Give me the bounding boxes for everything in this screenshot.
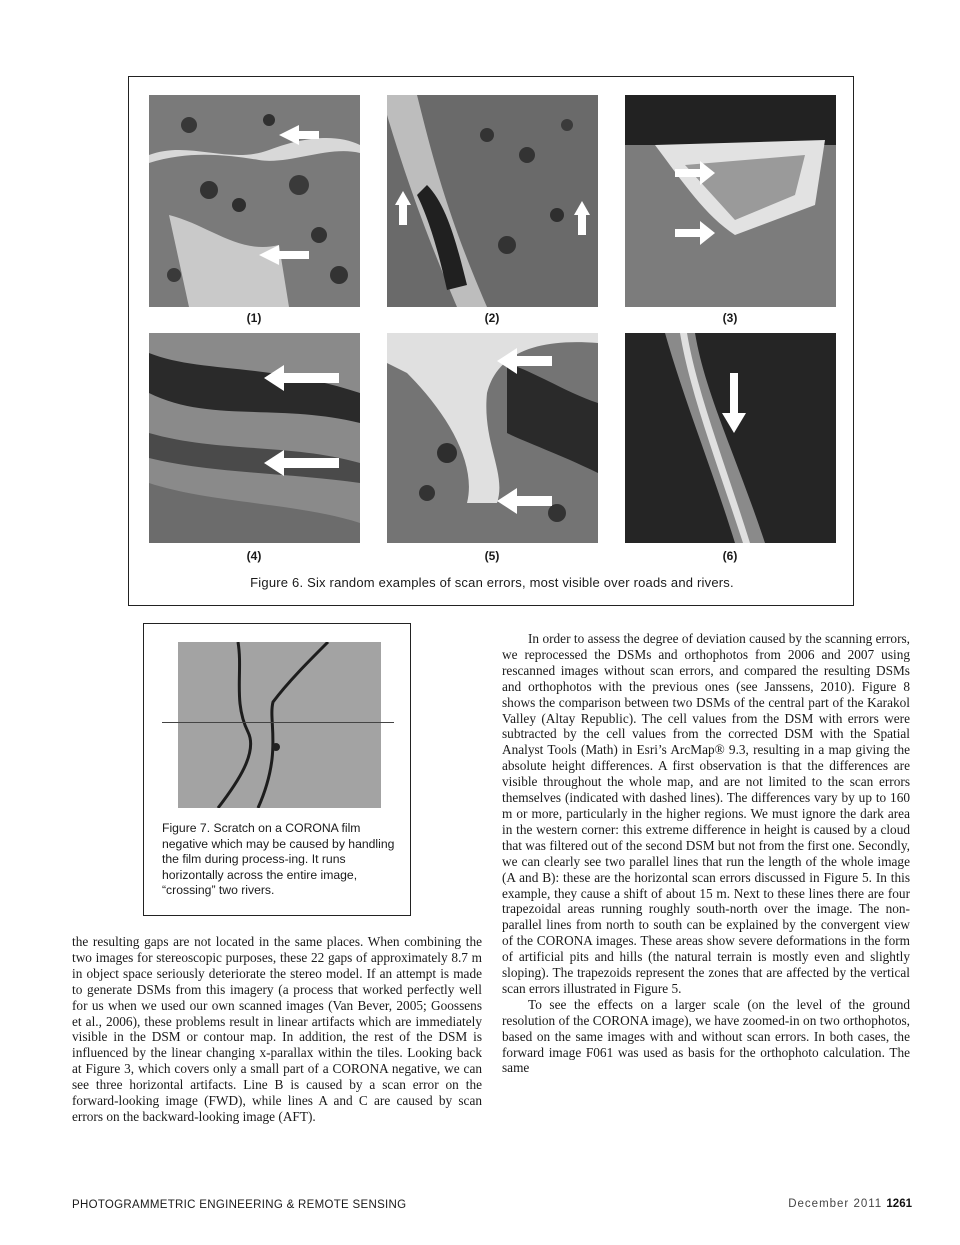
scan-error-photo-3 <box>625 95 836 307</box>
scan-error-photo-2 <box>387 95 598 307</box>
page-number: 1261 <box>886 1198 912 1210</box>
figure-7-caption: Figure 7. Scratch on a CORONA film negative which may be caused by handling the film during process-ing. It runs horizontally across the entire image, “crossing” two rivers. <box>162 821 395 897</box>
page-footer-right <box>788 1198 912 1210</box>
right-paragraph-1: In order to assess the degree of deviation caused by the scanning errors, we reprocessed the DSMs and orthophotos from 2006 and 2007 using rescanned images without scan errors, and compared the resulting DSMs and orthophotos with the previous ones (see Janssens, 2010). Figure 8 shows the comparison between two DSMs of the central part of the Karakol Valley (Altay Republic). The cell values from the DSM with errors were subtracted by the cell values from the corrected DSM with the Spatial Analyst Tools (Math) in Esri’s ArcMap® 9.3, resulting in a map giving the absolute height differences. A first observation is that the differences are visible throughout the whole map, and are not limited to the scan errors themselves (indicated with dashed lines). The differences vary by up to 160 m or more, particularly in the higher regions. We must ignore the dark area in the western corner: this extreme difference in height is caused by a cloud that was filtered out of the second DSM but not from the first one. Secondly, we can clearly see two parallel lines that run the length of the whole image (A and B): these are the horizontal scan errors discussed in Figure 5. In this example, they cause a shift of about 15 m. Next to these lines there are four trapezoidal areas running roughly south-north over the image. The non- parallel lines from north to south can be explained by the convergent view of the CORONA images. These areas show severe deformations in the form of artificial pits and hills (the natural terrain is mostly even and slightly sloping). The trapezoids represent the zones that are affected by the vertical scan errors illustrated in Figure 5. <box>502 631 910 996</box>
panel-label-1: (1) <box>246 311 262 325</box>
scratch-line <box>162 722 394 723</box>
scratch-film-photo <box>178 642 381 808</box>
scan-error-photo-4 <box>149 333 360 543</box>
figure-6 <box>128 76 854 606</box>
panel-label-3: (3) <box>722 311 738 325</box>
right-column <box>502 631 910 1076</box>
issue-date: December 2011 <box>788 1198 883 1210</box>
scan-error-photo-6 <box>625 333 836 543</box>
figure-7 <box>143 623 411 916</box>
left-column-text: the resulting gaps are not located in the same places. When combining the two images for stereoscopic purposes, these 22 gaps of approximately 8.7 m in object space seriously deteriorate the stereo model. If an attempt is made to generate DSMs from this imagery (a process that worked perfectly well for us when we used our own scanned images (Van Bever, 2005; Goossens et al., 2006), these problems result in linear artifacts which are immediately visible in the DSM or contour map. In addition, the rest of the DSM is influenced by the linear changing x-parallax within the tiles. Looking back at Figure 3, which covers only a small part of a CORONA negative, we can see three horizontal artifacts. Line B is caused by a scan error on the forward-looking image (FWD), while lines A and C are caused by scan errors on the backward-looking image (AFT). <box>72 934 482 1124</box>
figure-6-caption: Figure 6. Six random examples of scan errors, most visible over roads and rivers. <box>250 575 734 590</box>
scan-error-photo-1 <box>149 95 360 307</box>
panel-label-4: (4) <box>246 549 262 563</box>
panel-label-2: (2) <box>484 311 500 325</box>
panel-label-6: (6) <box>722 549 738 563</box>
right-paragraph-2: To see the effects on a larger scale (on the level of the ground resolution of the CORONA image), we have zoomed-in on two orthophotos, based on the same images with and without scan errors. In both cases, the forward image F061 was used as basis for the orthophoto calculation. The same <box>502 996 910 1076</box>
panel-label-5: (5) <box>484 549 500 563</box>
scan-error-photo-5 <box>387 333 598 543</box>
journal-name: PHOTOGRAMMETRIC ENGINEERING & REMOTE SENSING <box>72 1199 407 1211</box>
